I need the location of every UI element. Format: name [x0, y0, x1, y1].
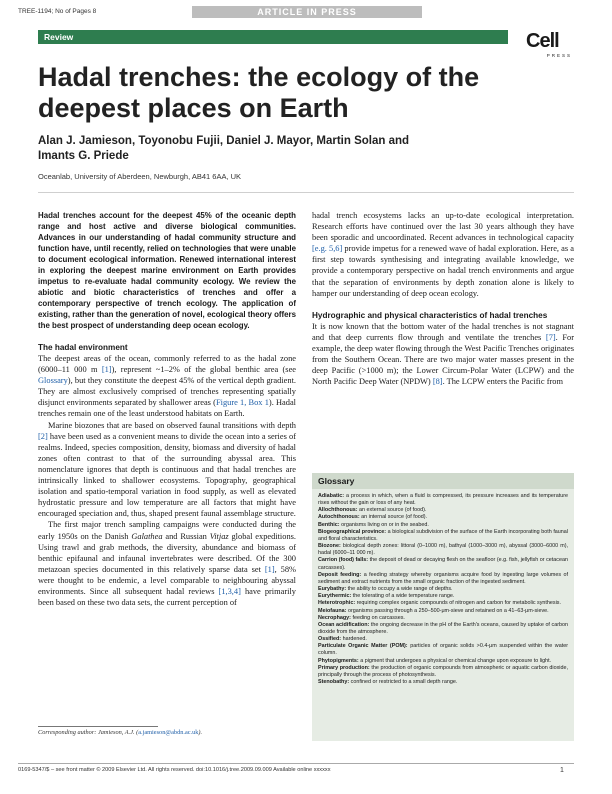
footer-divider: [18, 763, 574, 764]
glossary-definition: an internal source (of food).: [359, 514, 428, 521]
glossary-definition: the production of organic compounds from atmospheric or aquatic carbon dioxide, principally through the process of photosynthesis.: [318, 664, 568, 678]
glossary-entry: [318, 507, 568, 514]
glossary-entry: [318, 493, 568, 507]
glossary-entry: [318, 608, 568, 615]
glossary-definition: requiring complex organic compounds of nitrogen and carbon for metabolic synthesis.: [355, 600, 561, 607]
figure-link[interactable]: Figure 1, Box 1: [215, 398, 269, 408]
glossary-definition: a feeding strategy whereby organisms acquire food by ingesting large volumes of sediment and extract nutrients from the small organic fraction of the ingested sediment.: [318, 571, 569, 585]
authors: [38, 134, 568, 164]
glossary-entry: [318, 679, 568, 686]
glossary-entry: [318, 529, 568, 543]
glossary-box: [312, 473, 574, 741]
glossary-definition: a biological subdivision of the surface of the Earth incorporating both faunal and floral characteristics.: [318, 528, 569, 542]
glossary-entry: [318, 615, 568, 622]
footnote-divider: [38, 726, 158, 727]
page-number: 1: [560, 767, 564, 774]
glossary-term: Ocean acidification:: [318, 621, 370, 628]
glossary-definition: organisms living on or in the seabed.: [339, 521, 429, 528]
document-id: TREE-1194; No of Pages 8: [18, 8, 97, 15]
citation-link[interactable]: [8]: [432, 377, 443, 387]
glossary-definition: biological depth zones: littoral (0–1000 m), bathyal (1000–3000 m), abyssal (3000–6000 m), hadal (6000–11 000 m).: [318, 543, 568, 557]
citation-link[interactable]: [1]: [101, 365, 112, 375]
glossary-term: Deposit feeding:: [318, 571, 362, 578]
glossary-definition: the deposit of dead or decaying flesh on the seafloor (e.g. fish, jellyfish or cetacean carcasses).: [318, 557, 568, 571]
affiliation: Oceanlab, University of Aberdeen, Newburgh, AB41 6AA, UK: [38, 172, 242, 181]
glossary-entry: [318, 636, 568, 643]
paragraph: The deepest areas of the ocean, commonly referred to as the hadal zone (6000–11 000 m [1]), represent ~1–2% of the global benthic area (see Glossary), but they constitute the deepest 45% of the vertical depth gradient. They are almost exclusively comprised of trenches representing spatially disjunct environments separated by shallower areas (Figure 1, Box 1). Hadal trenches remain one of the least understood habitats on Earth.: [38, 354, 297, 419]
citation-link[interactable]: [7]: [545, 332, 556, 342]
glossary-definition: a pigment that undergoes a physical or chemical change upon exposure to light.: [358, 657, 552, 664]
glossary-term: Heterotrophic:: [318, 600, 356, 607]
footer-copyright: 0169-5347/$ – see front matter © 2009 Elsevier Ltd. All rights reserved. doi:10.1016/j.tree.2009.09.009 Available online xxxxxx: [18, 767, 331, 773]
glossary-entry: [318, 658, 568, 665]
glossary-definition: a process in which, when a fluid is compressed, its pressure increases and its temperature rises without the gain or loss of any heat.: [318, 493, 568, 507]
left-column: [38, 210, 296, 608]
authors-line-1: Alan J. Jamieson, Toyonobu Fujii, Daniel J. Mayor, Martin Solan and: [38, 135, 410, 147]
email-link[interactable]: a.jamieson@abdn.ac.uk: [138, 729, 199, 736]
review-bar: [38, 30, 508, 44]
glossary-term: Autochthonous:: [318, 514, 360, 521]
glossary-definition: the tolerating of a wide temperature range.: [351, 593, 455, 600]
glossary-term: Biozone:: [318, 543, 341, 550]
glossary-definition: hardened.: [341, 636, 367, 643]
glossary-term: Benthic:: [318, 521, 340, 528]
glossary-term: Eurybathy:: [318, 586, 347, 593]
glossary-entry: [318, 557, 568, 571]
right-column: [312, 210, 574, 387]
paragraph: Marine biozones that are based on observed faunal transitions with depth [2] have been used as a convenient means to divide the ocean into a series of realms. Indeed, species composition, density, biomass and diversity of hadal zones often contrast to that of the surrounding abyssal area. This nomenclature ignores that depth is continuous and that hadal trenches are intrinsically linked to shallower ecosystems. Topography, geographical isolation and spatio-temporal variation in food supply, as well as elevated hydrostatic pressure and low temperature are all factors that might have encouraged speciation and, thus, shaped present faunal assemblage structure.: [38, 420, 296, 519]
glossary-term: Particulate Organic Matter (POM):: [318, 643, 408, 650]
glossary-entry: [318, 572, 568, 586]
logo-main: Cell: [526, 30, 559, 52]
glossary-definition: an external source (of food).: [357, 507, 427, 514]
glossary-term: Carrion (food) falls:: [318, 557, 369, 564]
glossary-list: [312, 489, 574, 690]
glossary-entry: [318, 543, 568, 557]
article-in-press-banner: ARTICLE IN PRESS: [192, 6, 422, 18]
glossary-definition: feeding on carcasses.: [350, 614, 405, 621]
paragraph: It is now known that the bottom water of the hadal trenches is not stagnant and that deep currents flow through and ventilate the trenches [7]. For example, the deep water flowing through the West Pacific Trenches originates from the Southern Ocean. There are two major water masses present in the deep Pacific (>1000 m); the Lower Circum-Polar Water (LCPW) and the North Pacific Deep Water (NPDW) [8]. The LCPW enters the Pacific from: [312, 321, 574, 387]
citation-link[interactable]: [e.g. 5,6]: [312, 244, 343, 254]
glossary-entry: [318, 600, 568, 607]
glossary-entry: [318, 586, 568, 593]
section-heading-hydrographic: Hydrographic and physical characteristics of hadal trenches: [312, 310, 548, 320]
glossary-term: Phytopigments:: [318, 657, 359, 664]
glossary-entry: [318, 665, 568, 679]
glossary-term: Necrophagy:: [318, 614, 351, 621]
paragraph: hadal trench ecosystems lacks an up-to-date ecological interpretation. Research efforts have continued over the last 30 years although they have been sporadic and uncoordinated. Recent advances in technological capacity [e.g. 5,6] provide impetus for a renewed wave of hadal exploration. Here, as a first step towards synthesising and integrating available knowledge, we provide a contemporary perspective on hadal trench environments and argue that the separation of environments by depth zonation alone is likely to hamper our understanding of deep ocean ecology.: [312, 211, 574, 298]
citation-link[interactable]: [2]: [38, 431, 48, 441]
citation-link[interactable]: [1]: [264, 564, 275, 574]
glossary-link[interactable]: Glossary: [38, 376, 68, 386]
glossary-entry: [318, 622, 568, 636]
glossary-term: Stenobathy:: [318, 679, 350, 686]
logo-sub: PRESS: [546, 53, 572, 58]
authors-line-2: Imants G. Priede: [38, 150, 129, 162]
glossary-definition: the ability to occupy a wide range of depths.: [346, 586, 453, 593]
glossary-definition: the ongoing decrease in the pH of the Earth's oceans, caused by uptake of carbon dioxide from the atmosphere.: [318, 621, 568, 635]
glossary-entry: [318, 522, 568, 529]
glossary-term: Biogeographical province:: [318, 528, 387, 535]
glossary-term: Adiabatic:: [318, 493, 345, 499]
section-heading-hadal-environment: The hadal environment: [38, 343, 128, 352]
corresponding-author-footnote: Corresponding author: Jamieson, A.J. (a.jamieson@abdn.ac.uk).: [38, 729, 203, 736]
glossary-title: Glossary: [312, 473, 574, 489]
glossary-term: Primary production:: [318, 664, 370, 671]
abstract: Hadal trenches account for the deepest 45% of the oceanic depth range and host active and diverse biological communities. Advances in our understanding of hadal community structure and function have, until recently, relied on technologies that were unable to document ecological information. Renewed international interest in exploring the deepest marine environment on Earth provides impetus to re-evaluate hadal community ecology. We review the abiotic and biotic characteristics of trenches and offer a contemporary perspective of trench ecology. The application of existing, rather than the generation of novel, ecological theory offers the best prospect of understanding deep ocean ecology.: [38, 211, 296, 330]
glossary-entry: [318, 593, 568, 600]
glossary-term: Allochthonous:: [318, 507, 358, 514]
paragraph: The first major trench sampling campaigns were conducted during the early 1950s on the Danish Galathea and Russian Vitjaz global expeditions. Using trawl and grab methods, the diversity, abundance and biomass of benthic epifaunal and infaunal invertebrates were described. Of the 300 metazoan species documented in this relatively sparse data set [1], 58% were thought to be endemic, a level comparable to neighbouring abyssal environments. Since all subsequent hadal reviews [1,3,4] have primarily been based on these two data sets, the current perception of: [38, 520, 297, 608]
citation-link[interactable]: [1,3,4]: [218, 586, 241, 596]
section-label: Review: [44, 32, 74, 42]
glossary-term: Eurythermic:: [318, 593, 352, 600]
divider: [38, 192, 574, 193]
glossary-definition: confined or restricted to a small depth range.: [349, 679, 458, 686]
glossary-entry: [318, 514, 568, 521]
glossary-term: Meiofauna:: [318, 607, 347, 614]
page-title: Hadal trenches: the ecology of the deepest places on Earth: [38, 62, 480, 123]
glossary-entry: [318, 643, 568, 657]
glossary-definition: particles of organic solids >0.4-μm suspended within the water column.: [318, 643, 568, 657]
cell-press-logo: [526, 30, 572, 60]
glossary-term: Ossified:: [318, 636, 342, 643]
glossary-definition: organisms passing through a 250–500-μm-sieve and retained on a 41–63-μm-sieve.: [346, 607, 549, 614]
